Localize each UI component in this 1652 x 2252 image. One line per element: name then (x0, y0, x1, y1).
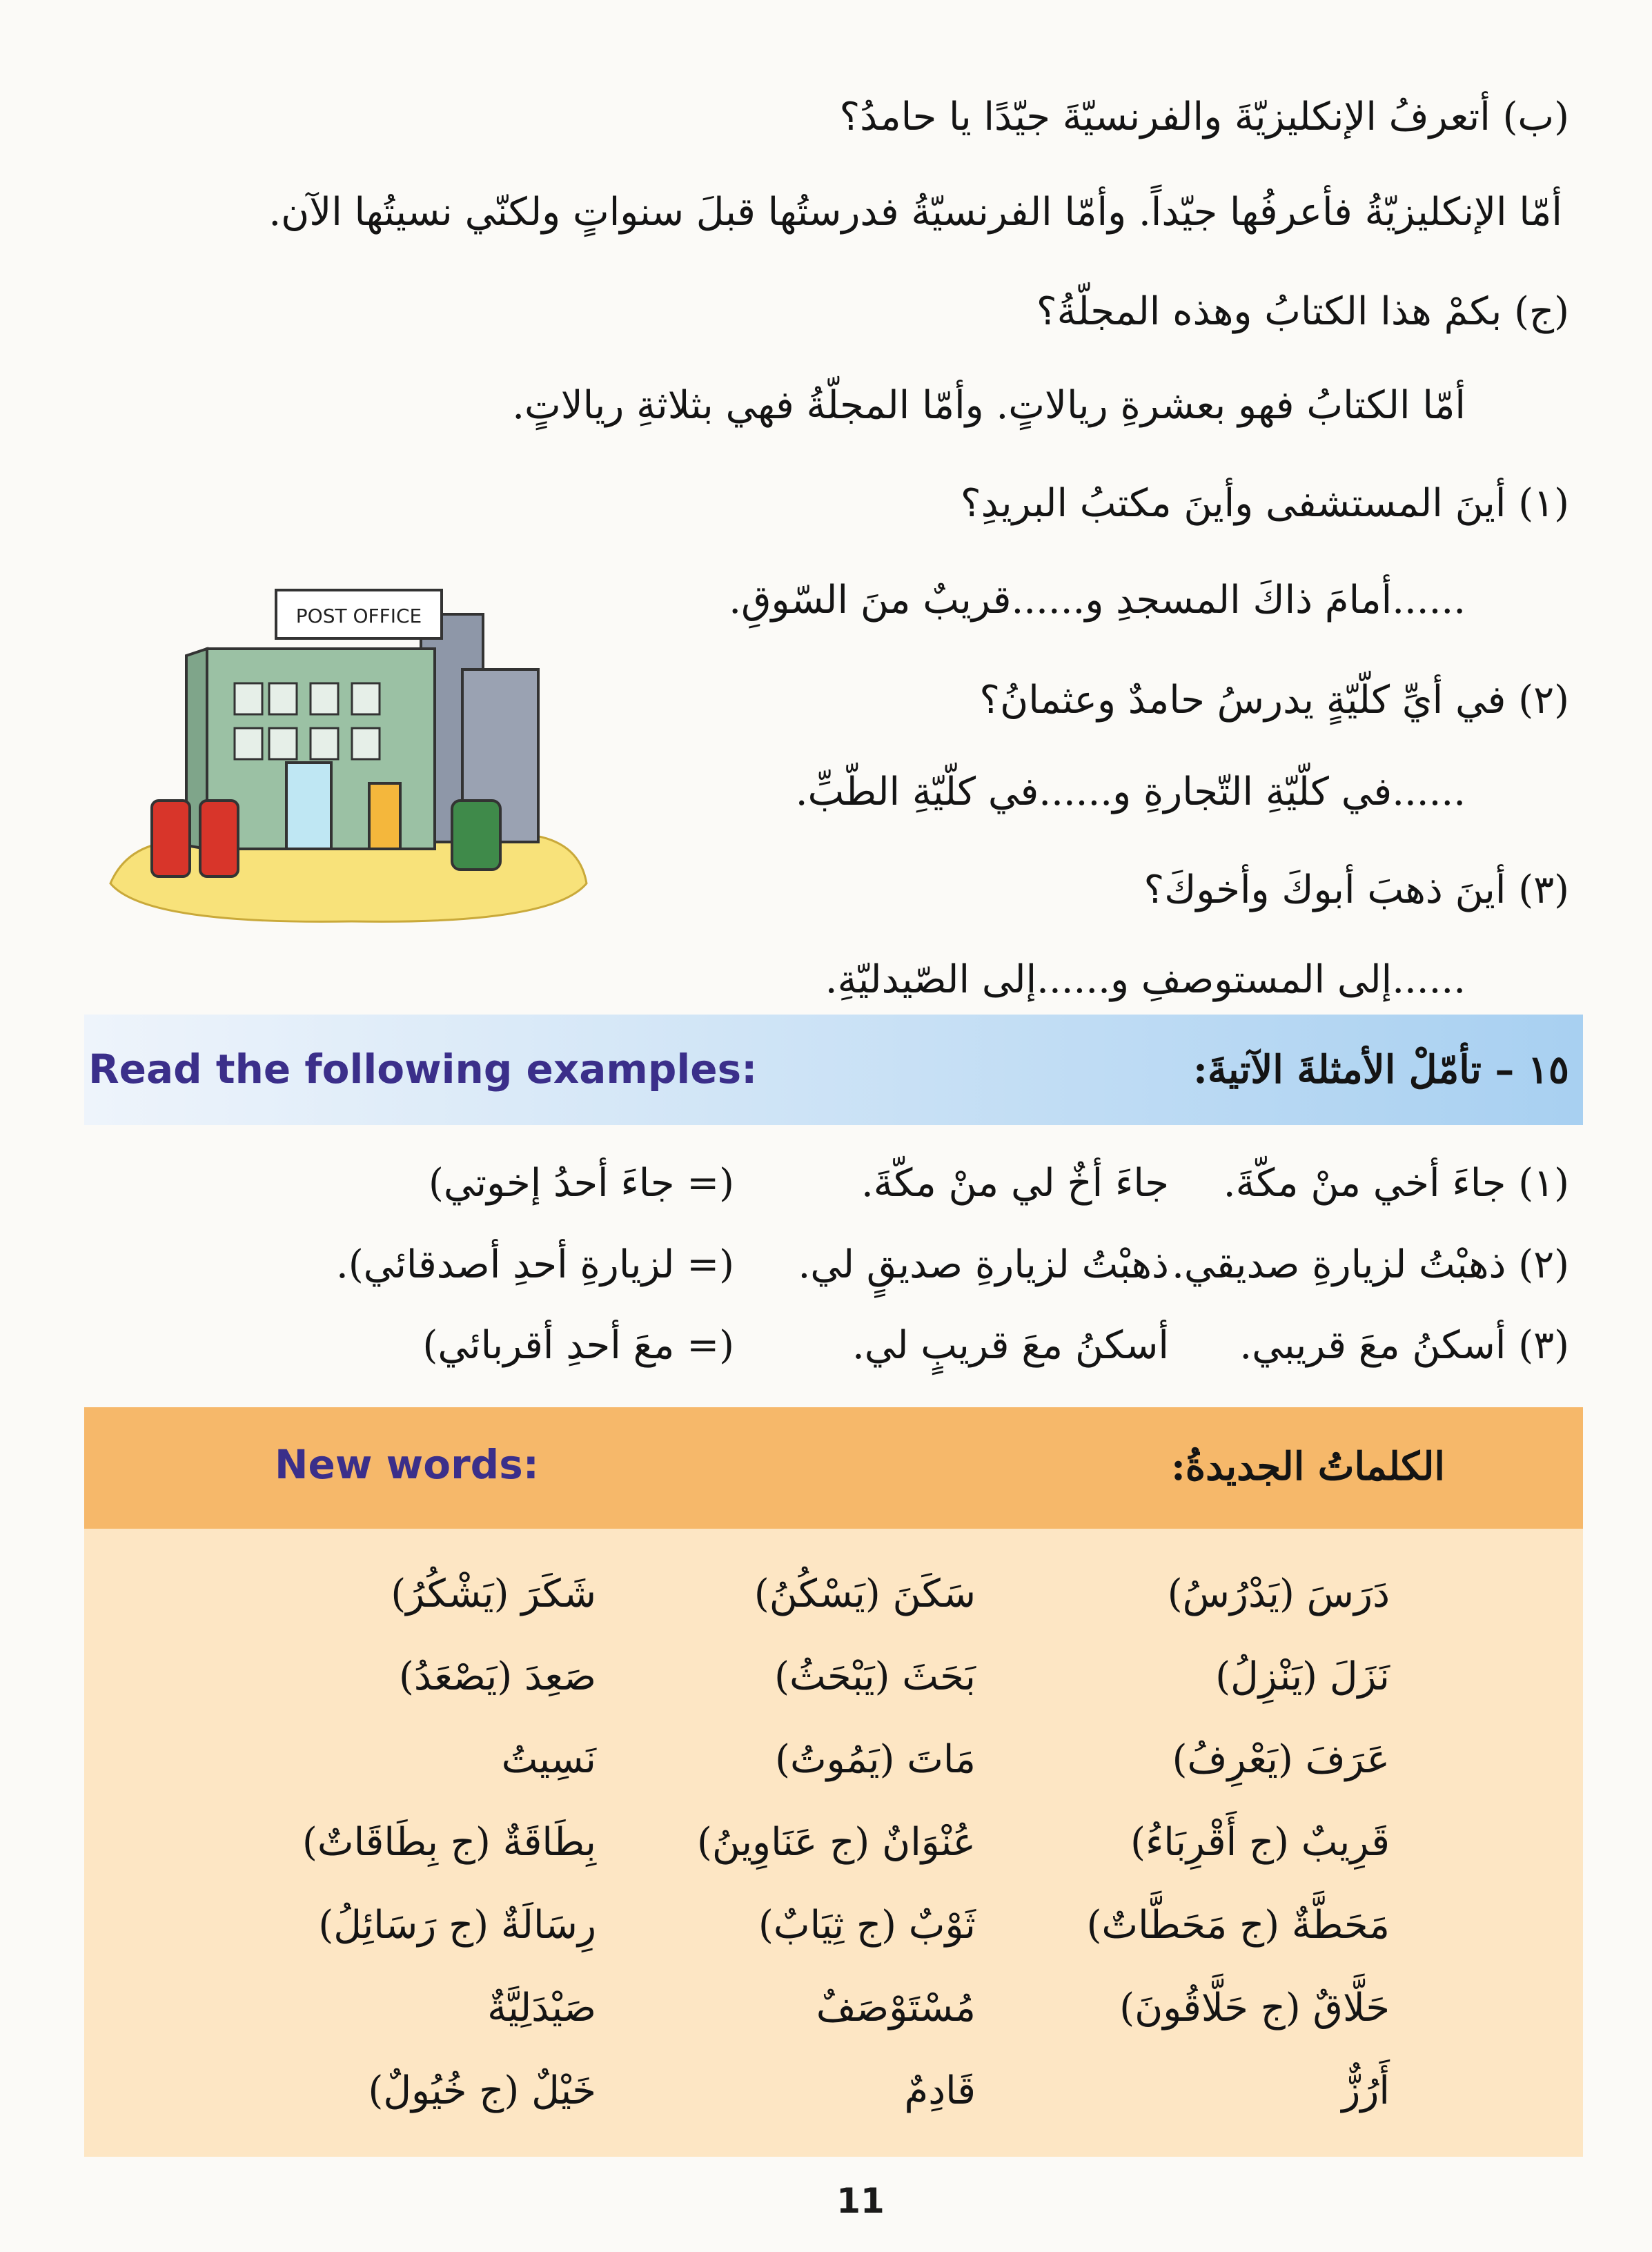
example-1-indefinite: جاءَ أخٌ لي منْ مكّةَ. (861, 1161, 1169, 1206)
exercise-3-answer: ......إلى المستوصفِ و......إلى الصّيدليّةِ. (825, 957, 1466, 1002)
word-row5-col2: ثَوْبٌ (ج ثِيَابٌ) (758, 1903, 976, 1948)
dialogue-c-answer: أمّا الكتابُ فهو بعشرةِ ريالاتٍ. وأمّا المجلّةُ فهي بثلاثةِ ريالاتٍ. (512, 383, 1466, 428)
example-2-indefinite: ذهبْتُ لزيارةِ صديقٍ لي. (798, 1242, 1169, 1287)
word-row5-col1: مَحَطَّةٌ (ج مَحَطَّاتٌ) (1086, 1903, 1390, 1948)
example-2-meaning: (= لزيارةِ أحدِ أصدقائي). (336, 1242, 734, 1287)
exercise-3-question: (٣) أينَ ذهبَ أبوكَ وأخوكَ؟ (1143, 868, 1569, 912)
section-15-arabic-title: ١٥ – تأمّلْ الأمثلةَ الآتيةَ: (1193, 1047, 1569, 1093)
example-1-meaning: (= جاءَ أحدُ إخوتي) (429, 1161, 734, 1206)
word-row3-col3: نَسِيتُ (501, 1737, 596, 1782)
word-row7-col1: أَرُزٌّ (1341, 2068, 1390, 2113)
new-words-english-title: New words: (275, 1441, 539, 1488)
word-row3-col2: مَاتَ (يَمُوتُ) (775, 1737, 976, 1782)
dialogue-c-question: (ج) بكمْ هذا الكتابُ وهذه المجلّةُ؟ (1036, 289, 1569, 334)
exercise-2-answer: ......في كلّيّةِ التّجارةِ و......في كلّيّةِ الطّبِّ. (795, 770, 1466, 814)
word-row6-col2: مُسْتَوْصَفٌ (816, 1986, 976, 2030)
section-15-english-title: Read the following examples: (88, 1046, 758, 1093)
word-row4-col1: قَرِيبٌ (ج أَقْرِبَاءُ) (1130, 1820, 1390, 1865)
word-row4-col3: بِطَاقَةٌ (ج بِطَاقَاتٌ) (302, 1820, 596, 1865)
new-words-arabic-title: الكلماتُ الجديدةُ: (1171, 1444, 1445, 1489)
post-office-illustration (104, 573, 600, 932)
exercise-2-question: (٢) في أيِّ كلّيّةٍ يدرسُ حامدٌ وعثمانُ؟ (979, 678, 1569, 723)
word-row7-col3: خَيْلٌ (ج خُيُولٌ) (368, 2068, 596, 2113)
example-3-indefinite: أسكنُ معَ قريبٍ لي. (852, 1323, 1169, 1368)
post-office-sign: POST OFFICE (295, 605, 422, 627)
word-row6-col3: صَيْدَلِيَّةٌ (487, 1986, 596, 2030)
word-row3-col1: عَرَفَ (يَعْرِفُ) (1172, 1737, 1390, 1782)
exercise-1-answer: ......أمامَ ذاكَ المسجدِ و......قريبٌ منَ السّوقِ. (729, 578, 1466, 623)
example-1-original: (١) جاءَ أخي منْ مكّةَ. (1223, 1161, 1569, 1206)
word-row1-col1: دَرَسَ (يَدْرُسُ) (1167, 1571, 1390, 1616)
dialogue-b-answer: أمّا الإنكليزيّةُ فأعرفُها جيّداً. وأمّا الفرنسيّةُ فدرستُها قبلَ سنواتٍ ولكنّي نسيتُها الآن. (268, 190, 1562, 235)
word-row1-col2: سَكَنَ (يَسْكُنُ) (754, 1571, 976, 1616)
word-row2-col1: نَزَلَ (يَنْزِلُ) (1215, 1654, 1390, 1699)
word-row1-col3: شَكَرَ (يَشْكُرُ) (391, 1571, 596, 1616)
example-3-original: (٣) أسكنُ معَ قريبي. (1239, 1323, 1569, 1368)
word-row5-col3: رِسَالَةٌ (ج رَسَائِلُ) (318, 1903, 596, 1948)
word-row2-col2: بَحَثَ (يَبْحَثُ) (774, 1654, 976, 1699)
word-row4-col2: عُنْوَانٌ (ج عَنَاوِينُ) (696, 1820, 976, 1865)
word-row2-col3: صَعِدَ (يَصْعَدُ) (398, 1654, 596, 1699)
word-row7-col2: قَادِمٌ (904, 2068, 976, 2113)
exercise-1-question: (١) أينَ المستشفى وأينَ مكتبُ البريدِ؟ (960, 481, 1569, 526)
page-number: 11 (836, 2181, 885, 2221)
dialogue-b-question: (ب) أتعرفُ الإنكليزيّةَ والفرنسيّةَ جيّدًا يا حامدُ؟ (839, 95, 1569, 139)
example-2-original: (٢) ذهبْتُ لزيارةِ صديقي. (1172, 1242, 1569, 1287)
word-row6-col1: حَلَّاقٌ (ج حَلَّاقُونَ) (1119, 1986, 1390, 2030)
example-3-meaning: (= معَ أحدِ أقربائي) (422, 1323, 734, 1368)
